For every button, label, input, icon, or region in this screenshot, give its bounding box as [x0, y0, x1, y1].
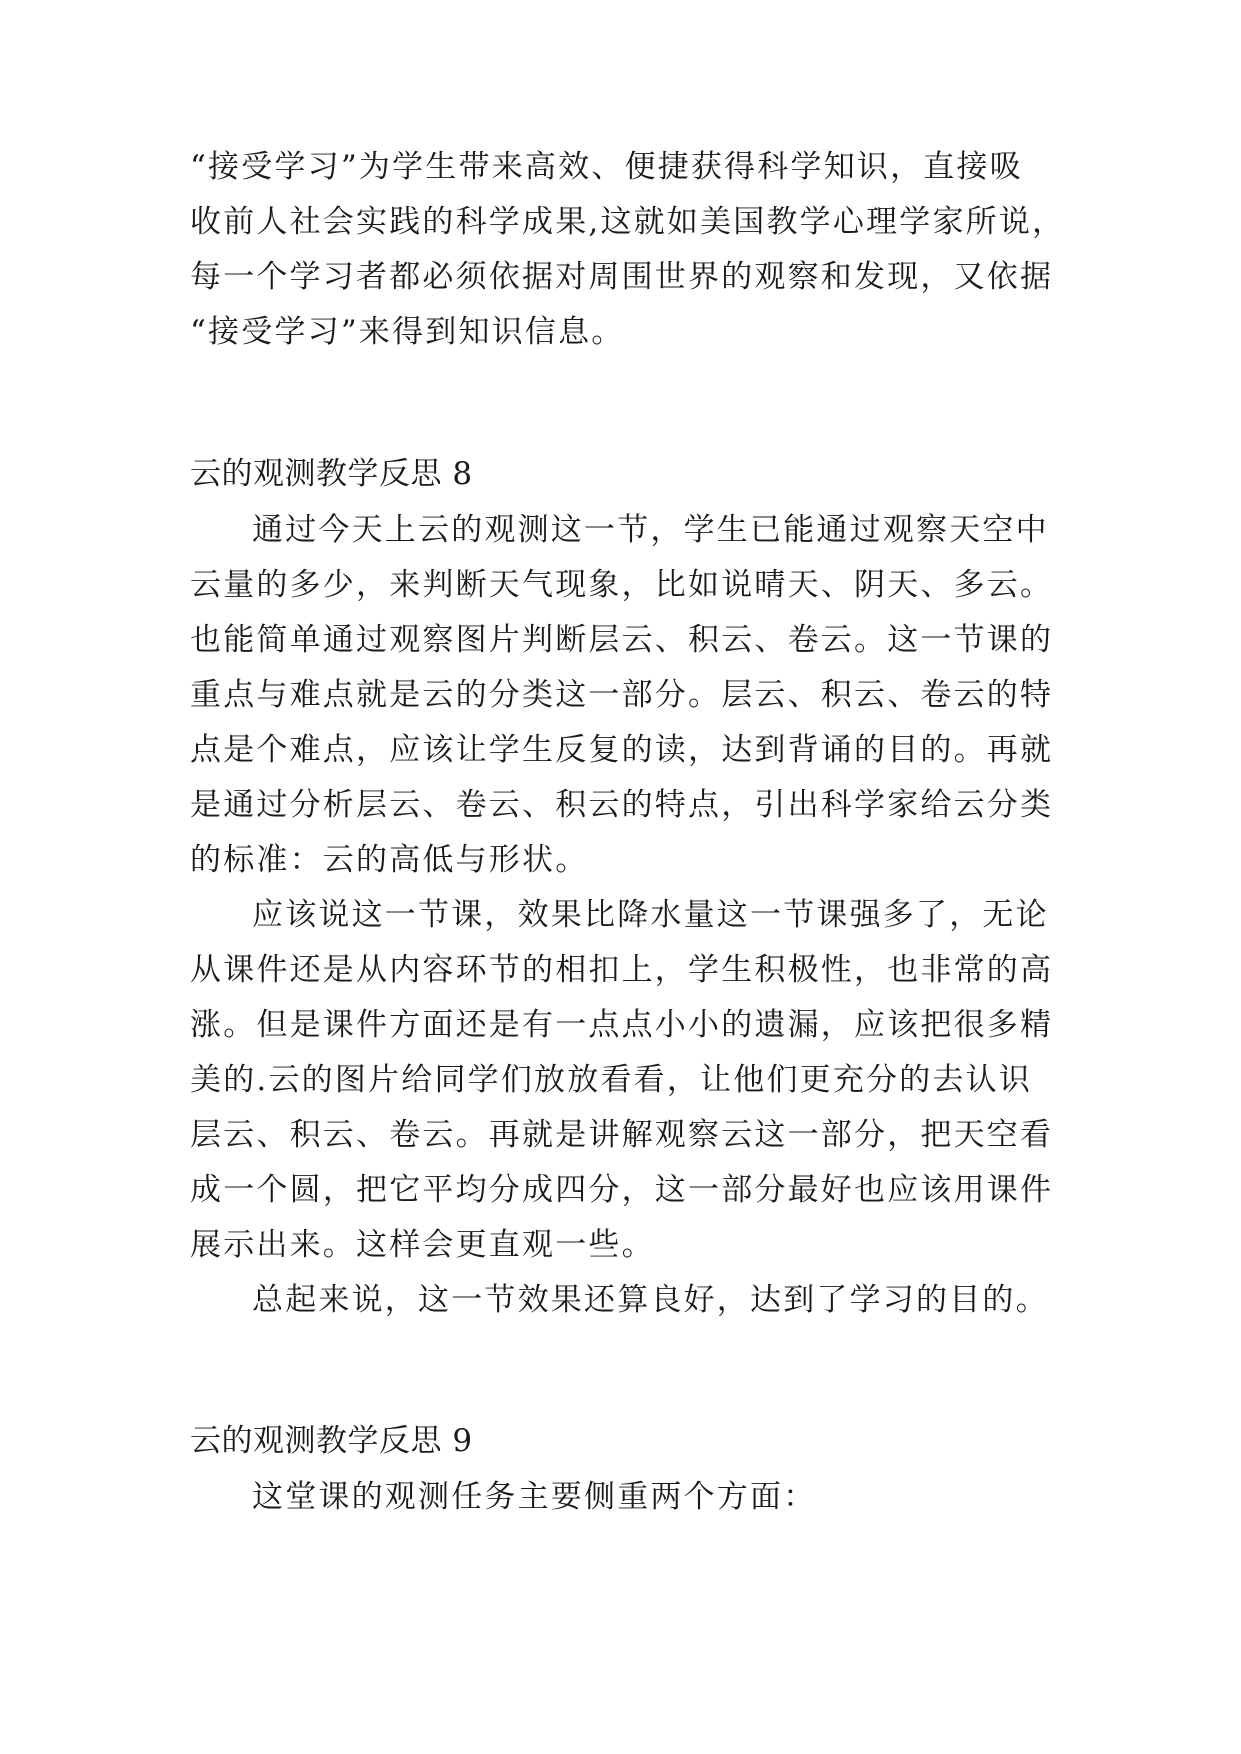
section-8-p1-line-4: 重点与难点就是云的分类这一部分。层云、积云、卷云的特 — [190, 677, 1054, 713]
section-8-p1-line-3: 也能简单通过观察图片判断层云、积云、卷云。这一节课的 — [190, 622, 1054, 658]
section-8-p2-line-2: 从课件还是从内容环节的相扣上，学生积极性，也非常的高 — [190, 952, 1054, 988]
intro-line-3: 每一个学习者都必须依据对周围世界的观察和发现，又依据 — [190, 259, 1054, 295]
section-8-p1-line-2: 云量的多少，来判断天气现象，比如说晴天、阴天、多云。 — [190, 567, 1054, 603]
section-8-p2-line-5: 层云、积云、卷云。再就是讲解观察云这一部分，把天空看 — [190, 1117, 1054, 1153]
section-8-p2-line-3: 涨。但是课件方面还是有一点点小小的遗漏，应该把很多精 — [190, 1007, 1054, 1043]
section-8-p2-line-4: 美的.云的图片给同学们放放看看，让他们更充分的去认识 — [190, 1062, 1033, 1098]
section-8-p1-line-1: 通过今天上云的观测这一节，学生已能通过观察天空中 — [252, 512, 1049, 548]
section-9-p1-line-1: 这堂课的观测任务主要侧重两个方面： — [252, 1479, 817, 1515]
section-8-p2-line-1: 应该说这一节课，效果比降水量这一节课强多了，无论 — [252, 897, 1049, 933]
intro-line-2: 收前人社会实践的科学成果,这就如美国教学心理学家所说， — [190, 204, 1066, 240]
section-8-p1-line-7: 的标准：云的高低与形状。 — [190, 842, 589, 878]
section-8-p3-line-1: 总起来说，这一节效果还算良好，达到了学习的目的。 — [252, 1282, 1049, 1318]
section-9-heading: 云的观测教学反思 9 — [190, 1423, 473, 1459]
section-8-heading: 云的观测教学反思 8 — [190, 456, 473, 492]
intro-line-1: “接受学习”为学生带来高效、便捷获得科学知识，直接吸 — [190, 149, 1023, 185]
section-8-p2-line-7: 展示出来。这样会更直观一些。 — [190, 1227, 655, 1263]
section-8-p1-line-6: 是通过分析层云、卷云、积云的特点，引出科学家给云分类 — [190, 787, 1054, 823]
section-8-p1-line-5: 点是个难点，应该让学生反复的读，达到背诵的目的。再就 — [190, 732, 1054, 768]
section-8-p2-line-6: 成一个圆，把它平均分成四分，这一部分最好也应该用课件 — [190, 1172, 1054, 1208]
intro-line-4: “接受学习”来得到知识信息。 — [190, 314, 625, 350]
